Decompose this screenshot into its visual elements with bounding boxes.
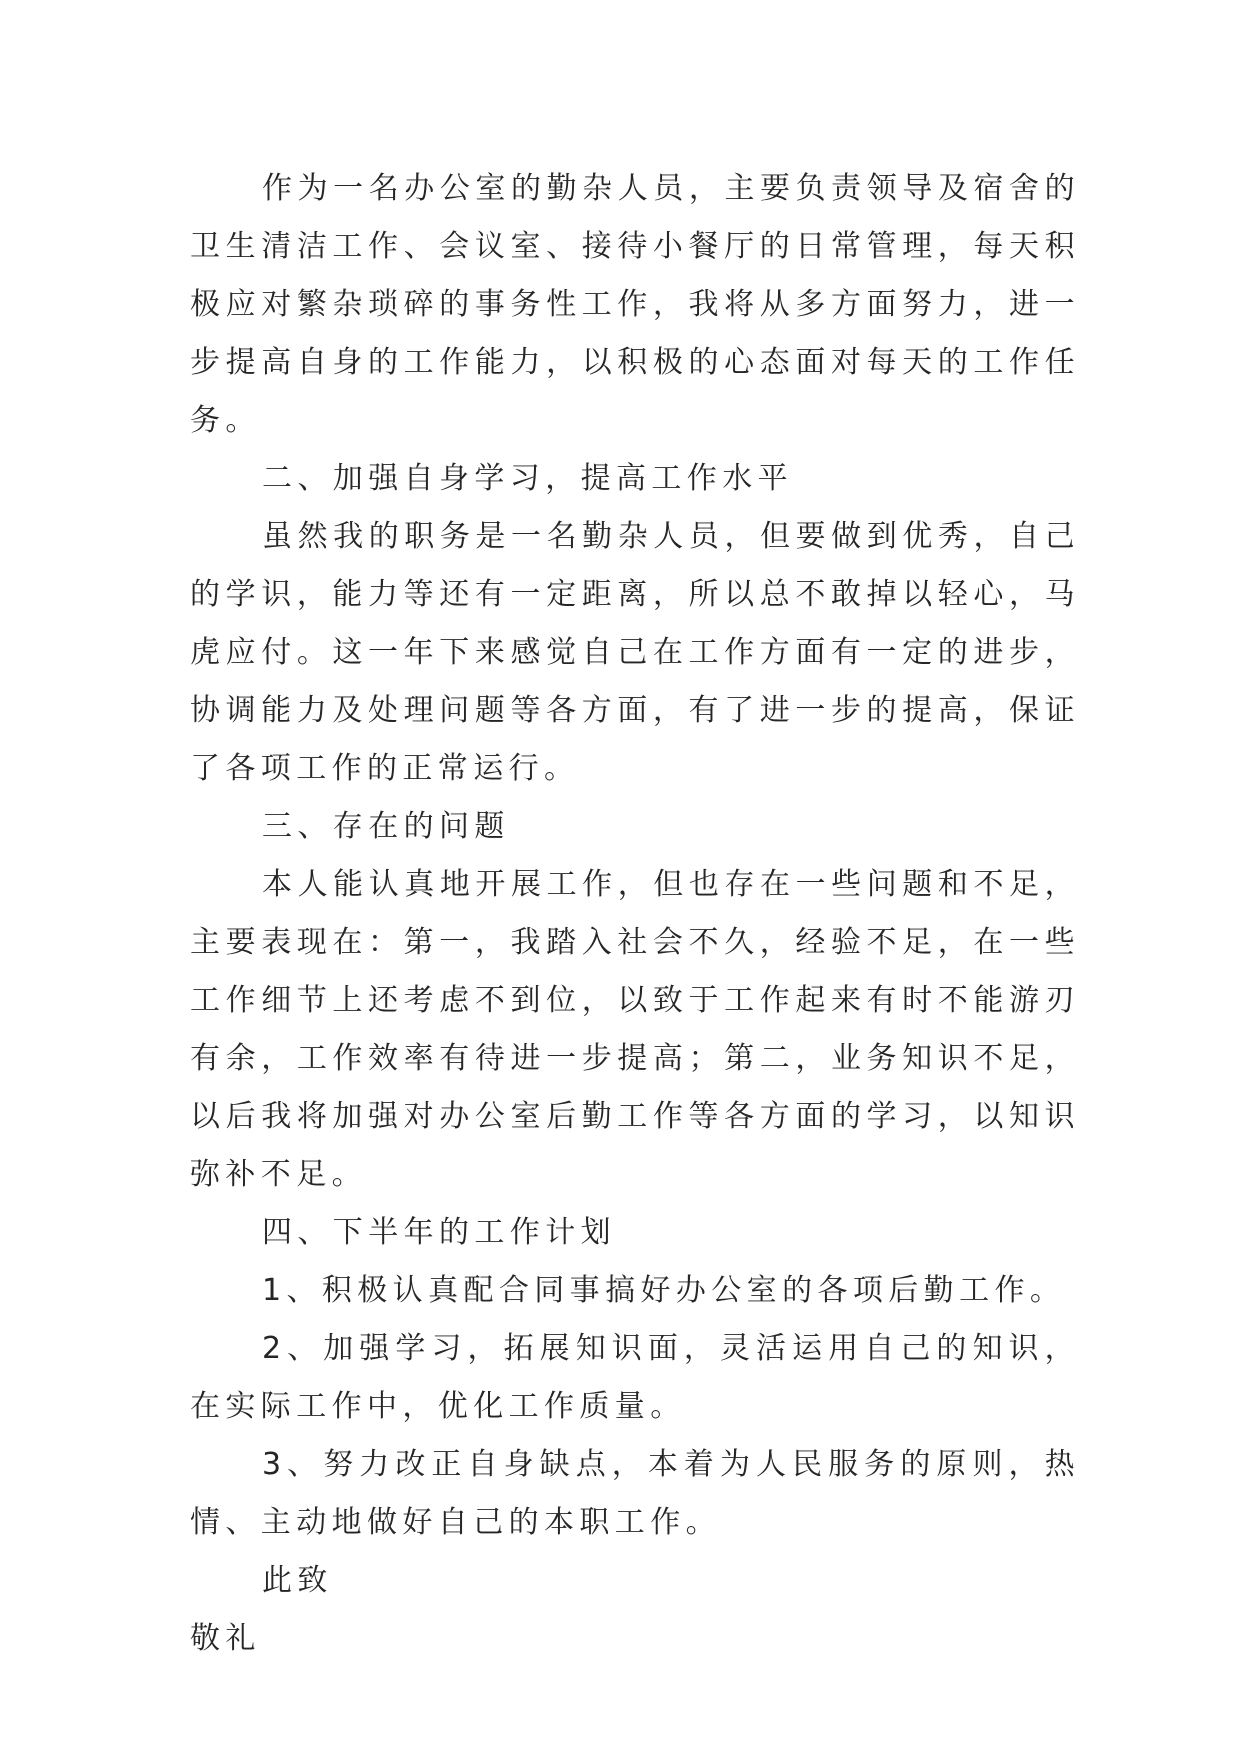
closing: 敬礼 bbox=[190, 1621, 261, 1656]
section-heading-4: 四、下半年的工作计划 bbox=[262, 1215, 616, 1250]
plan-item-1: 1、积极认真配合同事搞好办公室的各项后勤工作。 bbox=[262, 1273, 1066, 1308]
paragraph-study: 虽然我的职务是一名勤杂人员，但要做到优秀，自己的学识，能力等还有一定距离，所以总不敢掉以轻心，马虎应付。这一年下来感觉自己在工作方面有一定的进步，协调能力及处理问题等各方面，有了进一步的提高，保证了各项工作的正常运行。 bbox=[190, 519, 1080, 786]
plan-item-3: 3、努力改正自身缺点，本着为人民服务的原则，热情、主动地做好自己的本职工作。 bbox=[190, 1447, 1080, 1540]
paragraph-intro: 作为一名办公室的勤杂人员，主要负责领导及宿舍的卫生清洁工作、会议室、接待小餐厅的日常管理，每天积极应对繁杂琐碎的事务性工作，我将从多方面努力，进一步提高自身的工作能力，以积极的心态面对每天的工作任务。 bbox=[190, 171, 1080, 438]
salutation: 此致 bbox=[262, 1563, 333, 1598]
document-body bbox=[190, 160, 1080, 1668]
section-heading-2: 二、加强自身学习，提高工作水平 bbox=[262, 461, 793, 496]
plan-item-2: 2、加强学习，拓展知识面，灵活运用自己的知识，在实际工作中，优化工作质量。 bbox=[190, 1331, 1080, 1424]
paragraph-problems: 本人能认真地开展工作，但也存在一些问题和不足，主要表现在：第一，我踏入社会不久，经验不足，在一些工作细节上还考虑不到位，以致于工作起来有时不能游刃有余，工作效率有待进一步提高；第二，业务知识不足，以后我将加强对办公室后勤工作等各方面的学习，以知识弥补不足。 bbox=[190, 867, 1080, 1192]
section-heading-3: 三、存在的问题 bbox=[262, 809, 510, 844]
